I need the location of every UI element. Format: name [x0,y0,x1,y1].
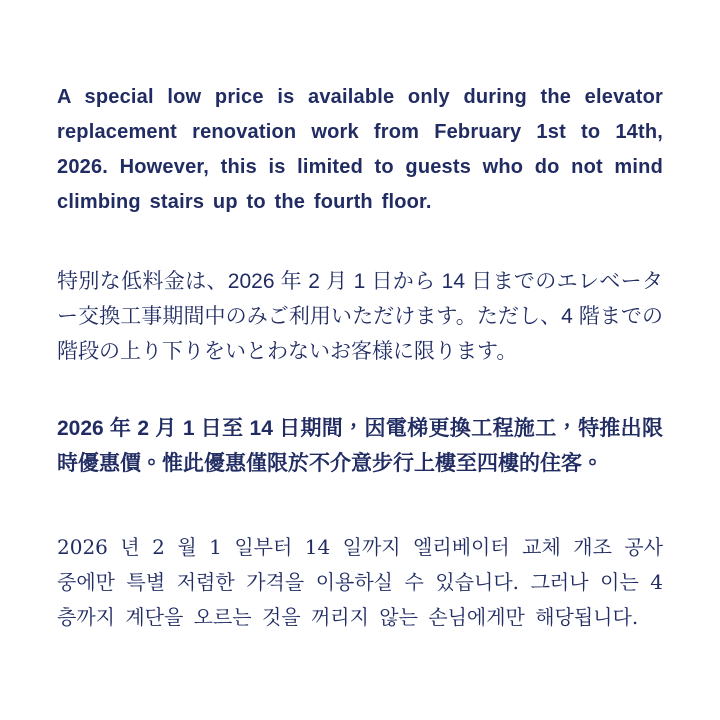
multilingual-notice [57,80,663,635]
notice-paragraph-english: A special low price is available only during the elevator replacement renovation work from February 1st to 14th, 2026. However, this is limited to guests who do not mind climbing stairs up to the fourth floor. [57,86,663,213]
notice-paragraph-chinese-traditional: 2026 年 2 月 1 日至 14 日期間，因電梯更換工程施工，特推出限時優惠價。惟此優惠僅限於不介意步行上樓至四樓的住客。 [57,417,663,475]
notice-paragraph-korean: 2026 년 2 월 1 일부터 14 일까지 엘리베이터 교체 개조 공사 중에만 특별 저렴한 가격을 이용하실 수 있습니다. 그러나 이는 4 층까지 계단을 오르는 것을 꺼리지 않는 손님에게만 해당됩니다. [57,535,663,629]
notice-paragraph-japanese: 特別な低料金は、2026 年 2 月 1 日から 14 日までのエレベーター交換工事期間中のみご利用いただけます。ただし、4 階までの階段の上り下りをいとわないお客様に限ります。 [57,270,663,363]
